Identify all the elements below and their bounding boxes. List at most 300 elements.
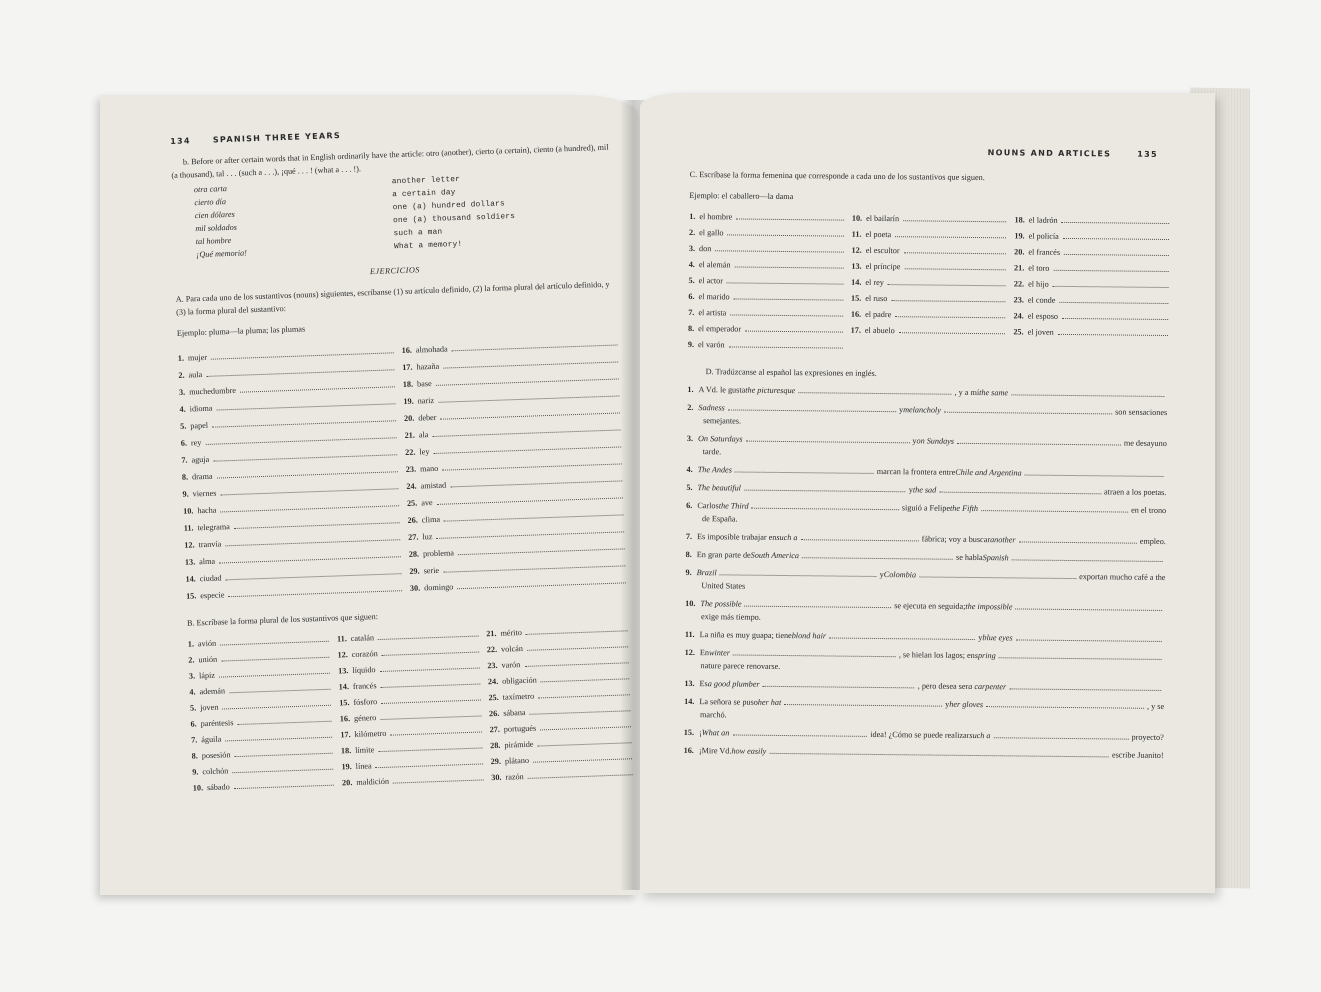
english-expression: Colombia [883, 570, 917, 580]
english-expression: Sadness [698, 403, 725, 413]
answer-blank[interactable] [234, 514, 400, 529]
item-number: 19. [403, 396, 414, 407]
answer-blank[interactable] [736, 210, 844, 220]
item-number: 30. [409, 583, 421, 593]
answer-blank[interactable] [206, 361, 394, 377]
answer-blank[interactable] [745, 598, 892, 609]
right-page-number: 135 [1137, 149, 1158, 159]
answer-blank[interactable] [899, 324, 1006, 334]
answer-blank[interactable] [801, 531, 919, 541]
answer-blank[interactable] [450, 472, 623, 487]
item-word: serie [423, 565, 440, 576]
answer-blank[interactable] [221, 649, 330, 662]
answer-blank[interactable] [379, 660, 479, 672]
answer-blank[interactable] [378, 628, 479, 640]
section-b-item [192, 761, 334, 779]
sentence-text: , y se [1147, 701, 1165, 711]
answer-blank[interactable] [888, 276, 1006, 286]
answer-blank[interactable] [939, 484, 1101, 495]
answer-blank[interactable] [752, 500, 899, 511]
answer-blank[interactable] [1064, 246, 1169, 256]
answer-blank[interactable] [457, 574, 626, 589]
english-expression: a good plumber [707, 679, 760, 689]
item-number: 20. [403, 413, 415, 424]
translation-sentence [687, 383, 1167, 401]
sentence-text: Es [699, 679, 708, 689]
answer-blank[interactable] [903, 212, 1007, 222]
section-b-item [193, 777, 335, 795]
item-word: taxímetro [502, 691, 535, 702]
answer-blank[interactable] [234, 745, 333, 757]
answer-blank[interactable] [220, 480, 398, 495]
section-b-item [338, 676, 480, 694]
example-english: one (a) hundred dollars [392, 200, 505, 213]
section-c-item [851, 244, 1006, 259]
answer-blank[interactable] [999, 649, 1162, 660]
section-b-item [340, 708, 482, 726]
answer-blank[interactable] [784, 696, 942, 707]
answer-blank[interactable] [220, 633, 329, 646]
answer-blank[interactable] [527, 638, 629, 651]
answer-blank[interactable] [802, 549, 953, 560]
item-word: telegrama [197, 522, 230, 533]
translation-sentence [686, 548, 1166, 566]
item-word: obligación [501, 675, 537, 686]
example-english: such a man [393, 228, 443, 239]
section-c-item [852, 228, 1007, 243]
item-number: 9. [182, 489, 189, 499]
answer-blank[interactable] [443, 557, 625, 572]
answer-blank[interactable] [729, 338, 843, 348]
sentence-text: se ejecuta en seguida; [894, 601, 966, 611]
sentence-continuation: semejantes. [703, 416, 742, 426]
item-word: aula [188, 370, 203, 380]
sentence-text: , y a mí [954, 387, 980, 398]
item-number: 7. [190, 735, 198, 745]
sentence-text: A Vd. le gusta [698, 385, 746, 395]
english-expression: another [990, 535, 1016, 545]
answer-blank[interactable] [390, 723, 482, 735]
answer-blank[interactable] [730, 306, 843, 316]
example-english: one (a) thousand soldiers [393, 213, 516, 226]
english-expression: the Fifth [950, 503, 979, 514]
example-spanish: ¡Qué memoria! [196, 248, 248, 260]
item-word: paréntesis [200, 718, 234, 729]
sentence-number: 1. [687, 384, 694, 395]
section-c-item [851, 260, 1006, 275]
sentence-text: y [908, 485, 913, 495]
english-expression: The Andes [697, 465, 732, 475]
english-expression: how easily [731, 746, 767, 756]
answer-blank[interactable] [746, 433, 910, 444]
item-word: hazaña [416, 361, 440, 372]
answer-blank[interactable] [443, 354, 618, 369]
answer-blank[interactable] [904, 260, 1006, 270]
item-word: el alemán [698, 260, 731, 270]
section-b-instruction: B. Escríbase la forma plural de los sustantivos que siguen: [186, 612, 379, 628]
example-spanish: otra carta [193, 184, 228, 195]
item-word: francés [352, 681, 377, 691]
answer-blank[interactable] [225, 565, 401, 580]
item-number: 6. [688, 291, 695, 302]
answer-blank[interactable] [745, 323, 843, 333]
left-running-head: SPANISH THREE YEARS [212, 131, 342, 145]
item-number: 28. [408, 549, 420, 559]
item-number: 11. [851, 229, 862, 239]
item-number: 11. [336, 634, 347, 644]
answer-blank[interactable] [734, 290, 843, 300]
translation-sentence [685, 628, 1165, 646]
section-b-item [190, 697, 332, 715]
sentence-text: empleo. [1139, 536, 1166, 547]
answer-blank[interactable] [537, 734, 631, 746]
item-number: 8. [181, 472, 189, 482]
item-number: 21. [486, 628, 497, 639]
english-expression: the sad [912, 485, 937, 495]
item-number: 14. [851, 277, 862, 287]
sentence-text: marcan la frontera entre [876, 466, 956, 477]
answer-blank[interactable] [225, 531, 400, 546]
item-word: sábana [503, 707, 526, 718]
item-number: 18. [340, 746, 352, 756]
answer-blank[interactable] [436, 489, 623, 504]
answer-blank[interactable] [1063, 230, 1169, 240]
answer-blank[interactable] [1062, 310, 1168, 320]
answer-blank[interactable] [393, 771, 484, 783]
left-page [100, 95, 638, 895]
answer-blank[interactable] [205, 429, 397, 445]
example-spanish: tal hombre [195, 235, 232, 247]
section-b-items [188, 622, 633, 794]
sentence-text: En [699, 648, 710, 658]
item-number: 6. [190, 719, 197, 729]
item-number: 17. [340, 730, 351, 740]
item-number: 20. [341, 778, 353, 788]
item-number: 22. [1013, 279, 1025, 289]
item-number: 27. [489, 724, 500, 735]
answer-blank[interactable] [957, 435, 1121, 446]
sentence-number: 16. [683, 745, 694, 756]
sentence-text: idea! ¿Cómo se puede realizar [870, 729, 970, 740]
answer-blank[interactable] [798, 384, 951, 395]
section-a-items [178, 337, 626, 603]
item-word: almohada [415, 344, 448, 355]
translation-sentence [684, 677, 1164, 695]
translation-sentence [684, 744, 1164, 762]
answer-blank[interactable] [228, 582, 402, 597]
answer-blank[interactable] [720, 566, 877, 577]
section-b-item [190, 713, 332, 731]
answer-blank[interactable] [540, 718, 631, 730]
english-expression: the picturesque [745, 385, 796, 396]
item-word: el hijo [1028, 279, 1049, 289]
item-number: 5. [688, 275, 695, 286]
answer-blank[interactable] [829, 629, 975, 640]
answer-blank[interactable] [981, 502, 1128, 513]
sentence-text: , pero desea ser [917, 681, 969, 691]
sentence-text: son sensaciones [1115, 407, 1168, 418]
section-c-item [1014, 261, 1169, 276]
section-c-item [851, 308, 1006, 323]
answer-blank[interactable] [1025, 467, 1164, 477]
section-c-item [689, 210, 844, 225]
item-number: 2. [178, 370, 185, 380]
answer-blank[interactable] [435, 370, 618, 385]
answer-blank[interactable] [438, 387, 620, 402]
translation-sentence [686, 530, 1166, 548]
item-number: 23. [487, 660, 498, 671]
section-c-item [688, 306, 843, 321]
sentence-continuation: marchó. [699, 710, 727, 720]
answer-blank[interactable] [234, 777, 335, 789]
item-word: el rey [865, 277, 884, 288]
section-b-item [340, 723, 482, 741]
item-number: 13. [851, 261, 862, 271]
section-c-item [689, 242, 844, 257]
item-number: 3. [188, 671, 196, 681]
item-number: 29. [409, 566, 420, 576]
answer-blank[interactable] [895, 228, 1006, 238]
sentence-text: Es imposible trabajar en [696, 532, 777, 542]
answer-blank[interactable] [433, 438, 621, 454]
item-number: 1. [177, 353, 185, 363]
answer-blank[interactable] [444, 506, 624, 521]
answer-blank[interactable] [715, 242, 843, 252]
answer-blank[interactable] [216, 395, 395, 410]
answer-blank[interactable] [219, 665, 331, 678]
answer-blank[interactable] [735, 463, 874, 473]
item-word: fósforo [353, 697, 378, 707]
item-number: 27. [408, 532, 419, 542]
answer-blank[interactable] [211, 344, 394, 359]
answer-blank[interactable] [1058, 326, 1168, 336]
answer-blank[interactable] [237, 713, 332, 725]
section-b-item [486, 622, 628, 640]
item-word: volcán [500, 644, 524, 654]
answer-blank[interactable] [219, 548, 401, 563]
answer-blank[interactable] [220, 497, 399, 512]
item-number: 26. [488, 708, 500, 719]
answer-blank[interactable] [458, 540, 625, 555]
answer-blank[interactable] [904, 244, 1007, 254]
answer-blank[interactable] [744, 482, 906, 493]
answer-blank[interactable] [891, 292, 1005, 302]
answer-blank[interactable] [222, 697, 331, 710]
sentence-number: 11. [684, 629, 695, 640]
answer-blank[interactable] [451, 337, 617, 352]
answer-blank[interactable] [216, 463, 398, 478]
english-expression: a carpenter [968, 681, 1007, 692]
item-number: 21. [404, 430, 416, 440]
answer-blank[interactable] [1009, 680, 1161, 691]
answer-blank[interactable] [527, 766, 632, 779]
section-c-item [689, 226, 844, 241]
answer-blank[interactable] [1059, 294, 1168, 304]
item-word: joven [199, 702, 219, 713]
answer-blank[interactable] [240, 378, 395, 392]
answer-blank[interactable] [381, 644, 478, 656]
answer-blank[interactable] [526, 622, 628, 635]
sentence-text: en el trono [1131, 505, 1167, 516]
answer-blank[interactable] [1011, 386, 1164, 397]
answer-blank[interactable] [769, 745, 1109, 758]
item-word: el francés [1028, 247, 1061, 257]
answer-blank[interactable] [225, 729, 332, 742]
item-number: 30. [491, 772, 502, 783]
answer-blank[interactable] [533, 750, 632, 762]
section-c-item [1013, 309, 1168, 324]
english-expression: such a [969, 730, 991, 741]
answer-blank[interactable] [944, 404, 1112, 415]
item-word: amistad [420, 480, 447, 491]
answer-blank[interactable] [1012, 551, 1163, 562]
item-number: 15. [339, 698, 350, 708]
sentence-number: 12. [684, 647, 695, 658]
item-number: 12. [337, 650, 348, 660]
answer-blank[interactable] [895, 308, 1005, 318]
english-expression: such a [776, 532, 798, 543]
answer-blank[interactable] [728, 226, 844, 236]
item-word: base [416, 379, 432, 389]
item-word: el policía [1028, 231, 1059, 241]
section-c-item [1014, 213, 1169, 228]
section-b-item [188, 633, 330, 651]
item-word: deber [418, 412, 437, 423]
sentence-number: 6. [686, 500, 693, 511]
item-word: razón [505, 772, 524, 782]
section-b-item [337, 644, 479, 662]
item-word: rey [190, 438, 202, 448]
section-c-instruction: C. Escríbase la forma femenina que corresponde a cada uno de los sustantivos que siguen. [689, 169, 985, 183]
answer-blank[interactable] [728, 401, 896, 412]
answer-blank[interactable] [1053, 262, 1168, 272]
item-word: tranvía [198, 539, 222, 550]
section-b-item [487, 654, 629, 672]
right-running-head: NOUNS AND ARTICLES [987, 148, 1112, 159]
english-expression: On Saturdays [697, 434, 743, 444]
answer-blank[interactable] [524, 654, 629, 667]
section-c-item [688, 338, 843, 353]
section-c-item [688, 322, 843, 337]
section-a-example: Ejemplo: pluma—la pluma; las plumas [176, 324, 306, 338]
item-word: unión [198, 654, 218, 665]
sentence-text: La niña es muy guapa; tiene [699, 630, 792, 641]
item-word: aguja [191, 454, 210, 465]
item-number: 6. [180, 438, 188, 448]
item-number: 4. [688, 259, 695, 270]
item-number: 16. [850, 309, 862, 319]
item-number: 11. [183, 523, 194, 533]
item-word: el padre [865, 309, 892, 320]
section-c-items [688, 210, 1169, 356]
item-number: 12. [184, 540, 195, 550]
item-word: especie [200, 590, 225, 601]
english-expression: the impossible [965, 601, 1013, 612]
right-page [640, 93, 1215, 893]
answer-blank[interactable] [732, 726, 867, 736]
item-word: el joven [1027, 327, 1054, 337]
section-b-item [189, 665, 331, 683]
item-number: 24. [406, 481, 417, 491]
translation-sentence [684, 726, 1164, 744]
ejercicios-title: EJERCICIOS [369, 265, 421, 277]
item-word: el príncipe [865, 261, 901, 272]
item-word: el marido [698, 292, 730, 302]
item-number: 21. [1013, 263, 1025, 273]
section-b-item [338, 660, 480, 678]
item-word: el ladrón [1028, 215, 1058, 225]
section-a-item [410, 574, 626, 595]
answer-blank[interactable] [733, 646, 896, 657]
answer-blank[interactable] [440, 404, 620, 419]
item-number: 14. [185, 574, 196, 584]
item-word: el esposo [1027, 311, 1059, 321]
item-word: idioma [189, 403, 213, 414]
answer-blank[interactable] [378, 739, 482, 752]
answer-blank[interactable] [229, 681, 331, 694]
answer-blank[interactable] [538, 686, 630, 698]
answer-blank[interactable] [1053, 278, 1169, 288]
answer-blank[interactable] [994, 729, 1129, 739]
answer-blank[interactable] [727, 274, 843, 284]
answer-blank[interactable] [1019, 533, 1137, 543]
item-number: 15. [185, 591, 197, 601]
item-number: 9. [192, 767, 199, 777]
answer-blank[interactable] [381, 692, 481, 704]
item-number: 7. [181, 455, 188, 465]
section-c-item [1014, 229, 1169, 244]
answer-blank[interactable] [442, 455, 622, 470]
answer-blank[interactable] [436, 523, 624, 539]
answer-blank[interactable] [380, 676, 480, 688]
item-number: 22. [486, 644, 498, 655]
answer-blank[interactable] [540, 670, 629, 682]
section-b-item [488, 686, 630, 704]
answer-blank[interactable] [919, 568, 1076, 579]
answer-blank[interactable] [734, 258, 843, 268]
item-number: 5. [189, 703, 197, 713]
english-expression: spring [974, 651, 996, 661]
answer-blank[interactable] [213, 446, 397, 461]
answer-blank[interactable] [986, 698, 1144, 709]
item-word: el conde [1027, 295, 1056, 305]
answer-blank[interactable] [529, 702, 630, 715]
sentence-text: me desayuno [1123, 438, 1167, 449]
item-word: el ruso [865, 293, 888, 304]
item-word: ley [419, 447, 430, 457]
sentence-continuation: tarde. [702, 447, 722, 457]
item-number: 19. [1014, 231, 1025, 241]
answer-blank[interactable] [232, 761, 334, 774]
item-number: 16. [339, 714, 351, 724]
answer-blank[interactable] [432, 421, 620, 437]
answer-blank[interactable] [1015, 600, 1162, 611]
section-c-item [851, 292, 1006, 307]
translation-sentence [686, 481, 1166, 499]
item-word: nariz [417, 395, 435, 406]
answer-blank[interactable] [1016, 631, 1162, 642]
item-number: 29. [490, 756, 502, 767]
answer-blank[interactable] [380, 708, 481, 721]
sentence-number: 8. [685, 549, 692, 560]
english-expression: South America [750, 550, 800, 561]
answer-blank[interactable] [1062, 214, 1170, 224]
item-word: don [698, 244, 712, 254]
answer-blank[interactable] [375, 755, 482, 768]
answer-blank[interactable] [212, 412, 396, 427]
sentence-text: ¡Mire Vd. [698, 746, 732, 756]
answer-blank[interactable] [763, 678, 915, 689]
